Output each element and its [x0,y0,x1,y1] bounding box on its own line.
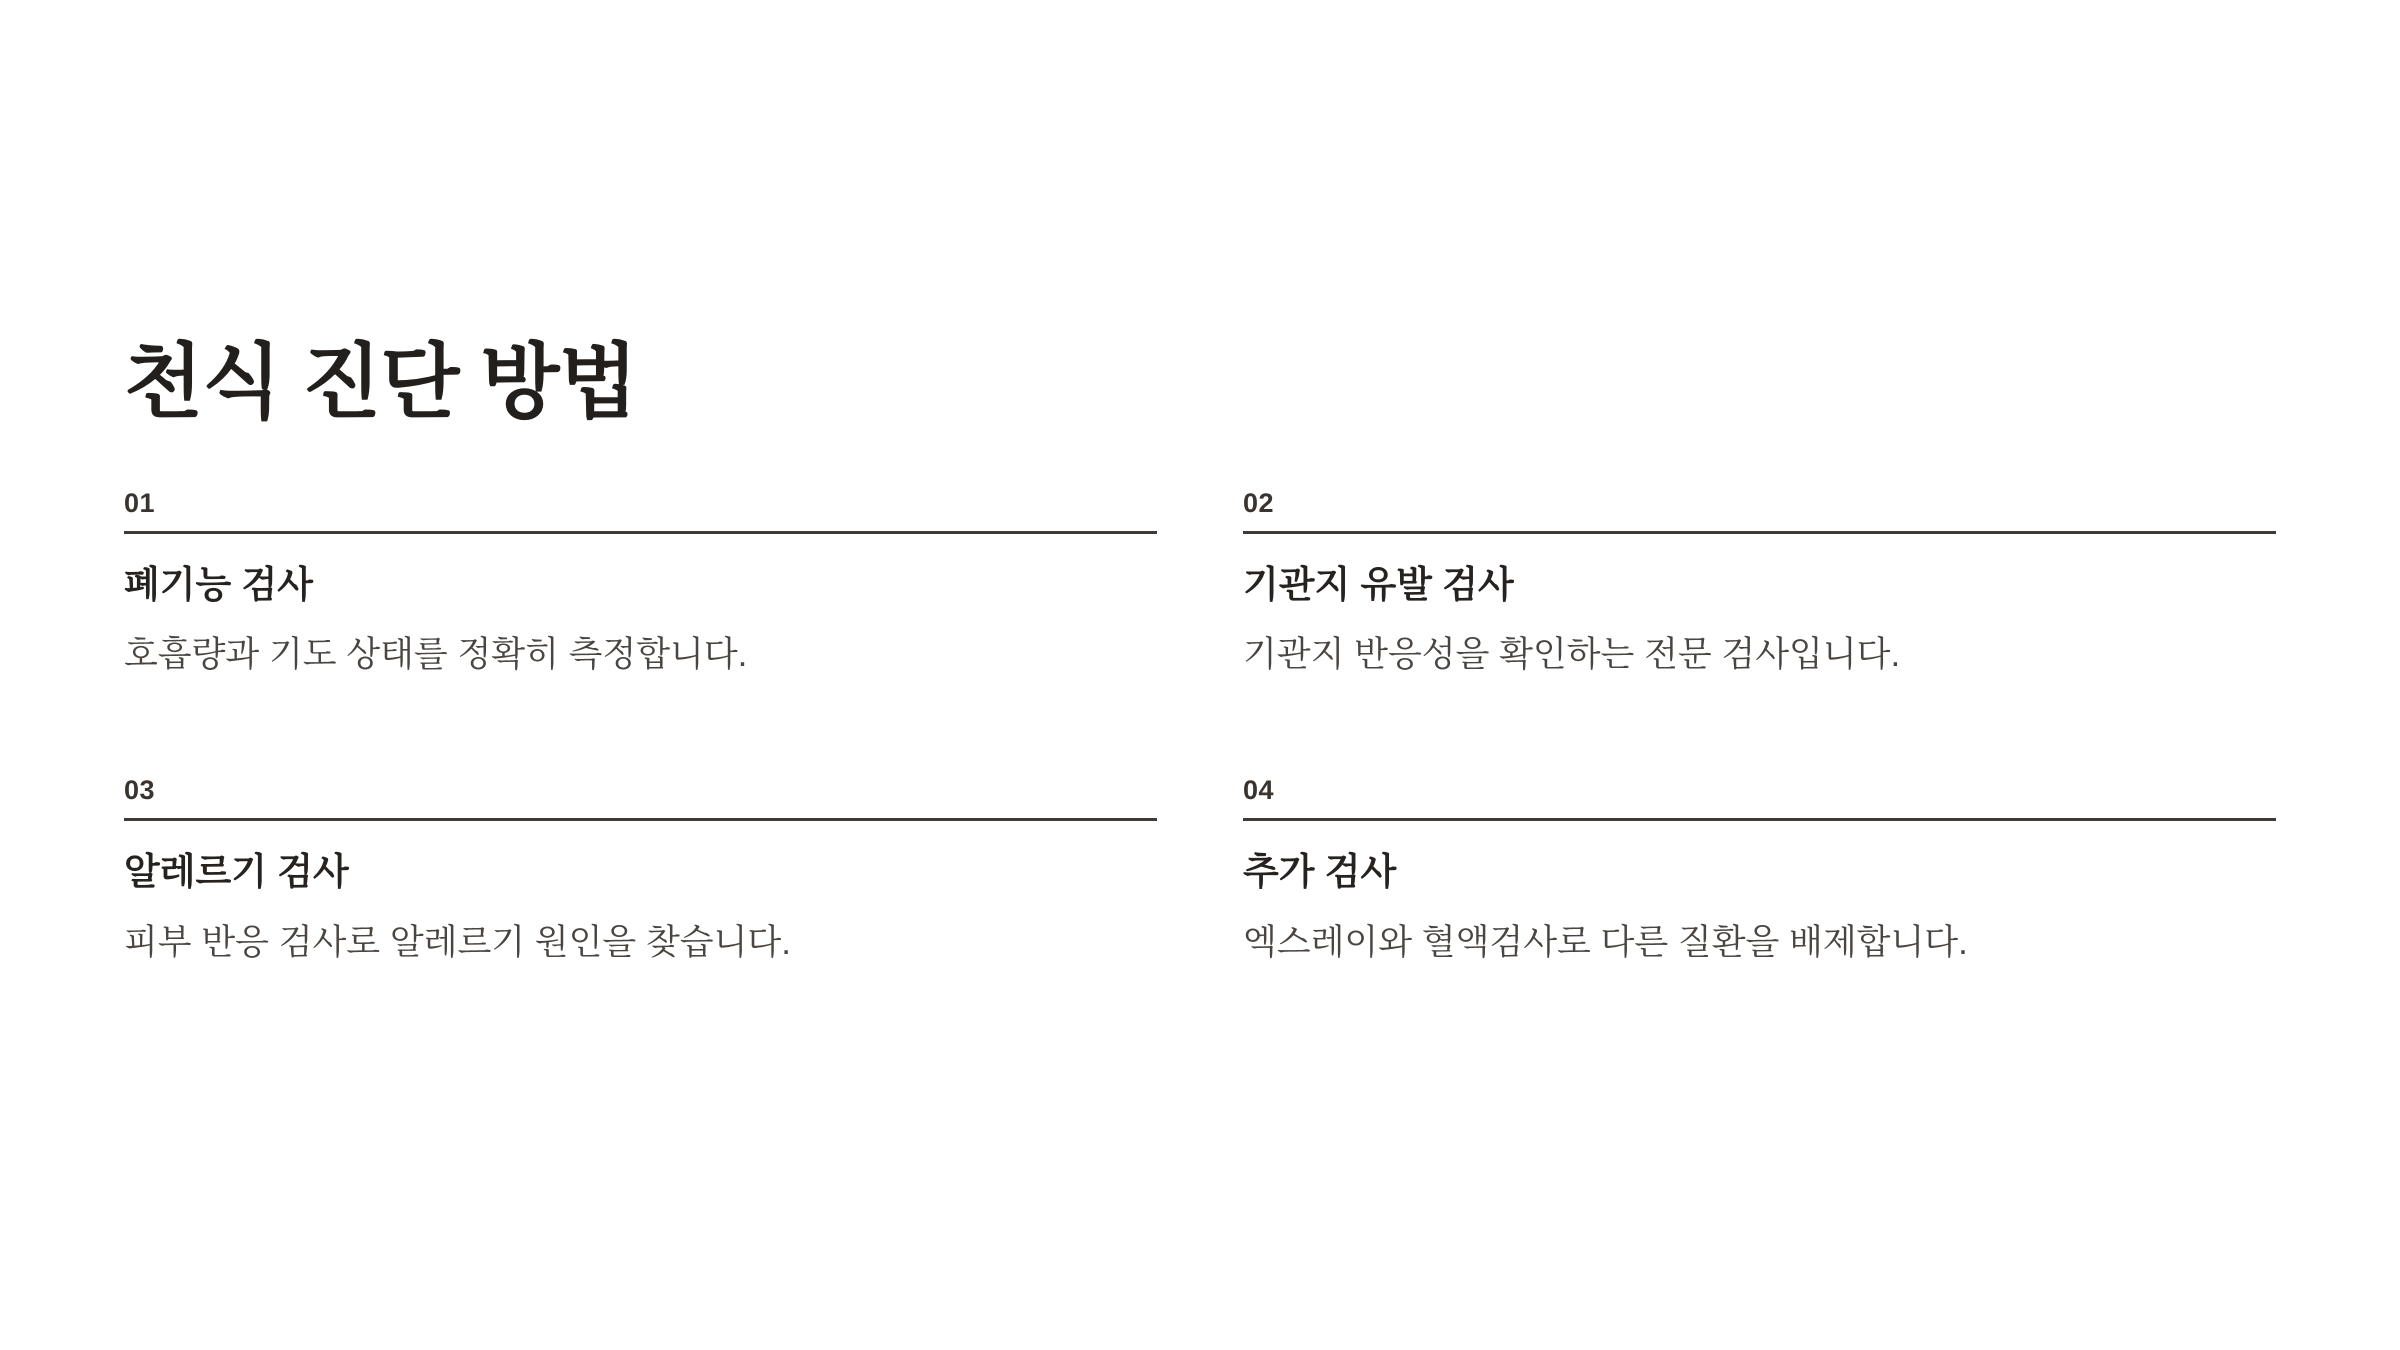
item-number: 01 [124,488,156,518]
list-item [1243,488,2276,679]
item-title: 기관지 유발 검사 [1243,564,1514,605]
item-description: 피부 반응 검사로 알레르기 원인을 찾습니다. [124,922,791,962]
page-title: 천식 진단 방법 [124,336,637,428]
item-number: 04 [1243,775,1275,806]
item-number: 02 [1243,488,1275,518]
list-item [124,775,1157,966]
item-title: 추가 검사 [1243,851,1397,893]
item-divider [1243,818,2276,821]
item-divider [124,818,1157,821]
diagnosis-method-grid [124,488,2276,967]
item-description: 기관지 반응성을 확인하는 전문 검사입니다. [1243,635,1901,675]
list-item [124,488,1157,679]
item-divider [1243,531,2276,534]
item-title: 알레르기 검사 [124,851,349,893]
item-divider [124,531,1157,534]
item-description: 호흡량과 기도 상태를 정확히 측정합니다. [124,635,748,675]
item-title: 폐기능 검사 [124,564,313,605]
list-item [1243,775,2276,966]
item-description: 엑스레이와 혈액검사로 다른 질환을 배제합니다. [1243,922,1968,962]
item-number: 03 [124,775,156,806]
